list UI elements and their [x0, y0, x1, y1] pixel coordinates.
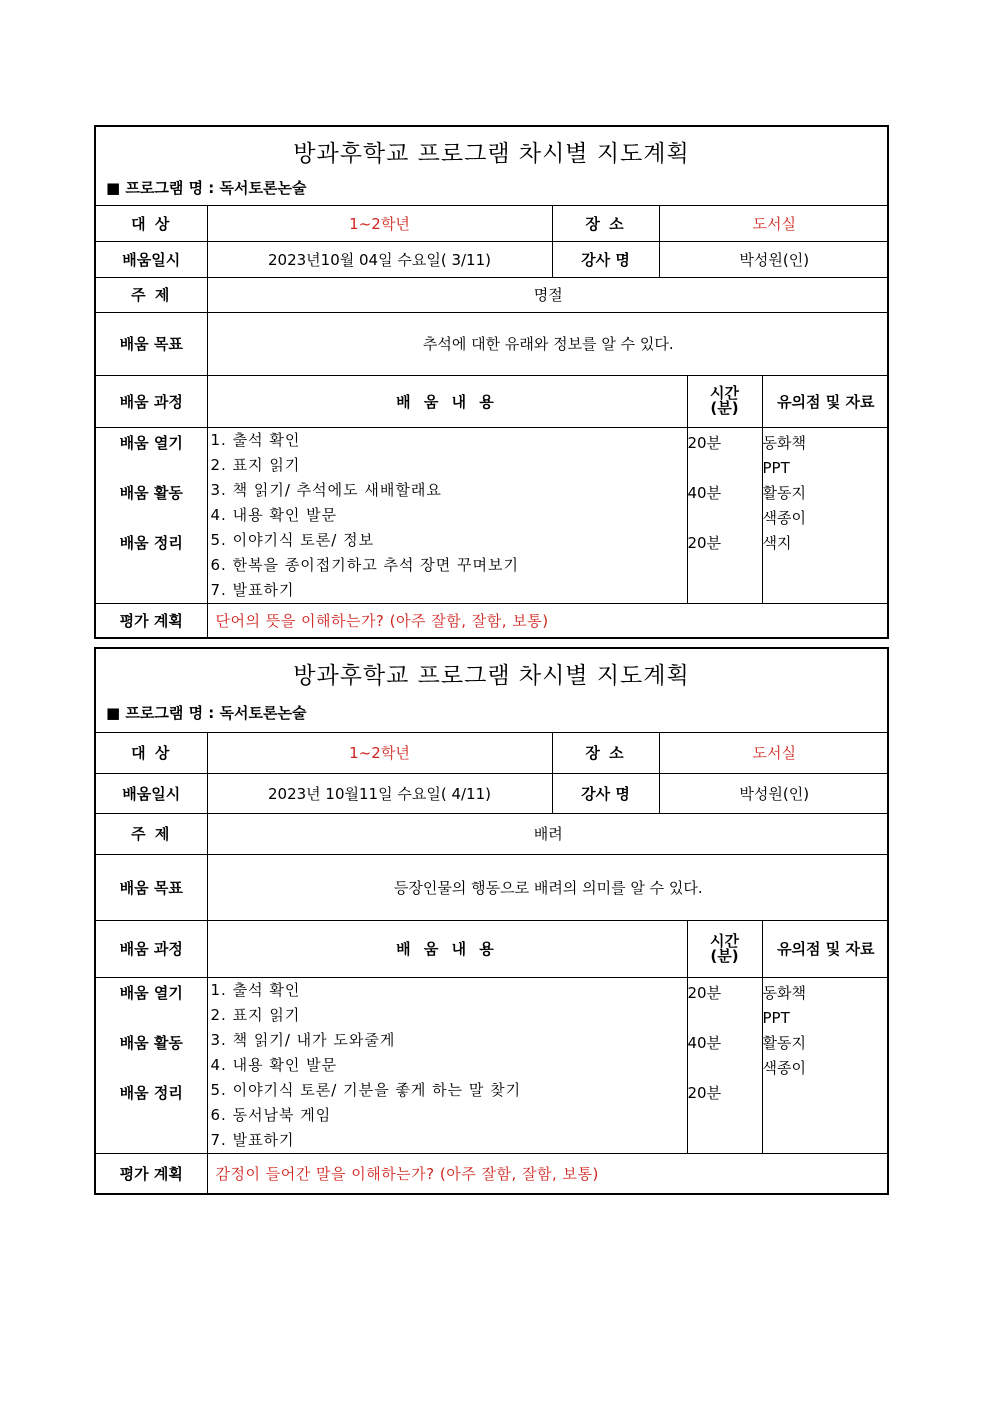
materials-column	[762, 427, 889, 603]
place-label: 장 소	[552, 206, 659, 241]
plan-title: 방과후학교 프로그램 차시별 지도계획	[293, 141, 690, 167]
steps-column	[207, 977, 687, 1153]
material-item: 활동지	[762, 1033, 806, 1052]
target-label: 대 상	[96, 733, 207, 773]
stage-column	[96, 977, 207, 1153]
time-label	[687, 375, 762, 427]
topic-label: 주 제	[96, 813, 207, 854]
topic-value: 명절	[207, 277, 889, 312]
target-label: 대 상	[96, 206, 207, 241]
stage-item: 배움 정리	[119, 1083, 183, 1102]
steps-column	[207, 427, 687, 603]
material-item: 동화책	[762, 433, 806, 452]
date-label: 배움일시	[96, 241, 207, 277]
step-item: 7. 발표하기	[210, 580, 295, 599]
step-item: 4. 내용 확인 발문	[210, 1055, 338, 1074]
step-item: 2. 표지 읽기	[210, 455, 301, 474]
target-value: 1~2학년	[207, 206, 552, 241]
step-item: 6. 한복을 종이접기하고 추석 장면 꾸며보기	[210, 555, 519, 574]
materials-column	[762, 977, 889, 1153]
step-item: 7. 발표하기	[210, 1130, 295, 1149]
material-item: PPT	[762, 458, 790, 477]
step-item: 1. 출석 확인	[210, 430, 301, 449]
place-value: 도서실	[659, 733, 889, 773]
step-item: 4. 내용 확인 발문	[210, 505, 338, 524]
goal-value: 등장인물의 행동으로 배려의 의미를 알 수 있다.	[207, 854, 889, 920]
teacher-label: 강사 명	[552, 241, 659, 277]
date-value: 2023년10월 04일 수요일( 3/11)	[207, 241, 552, 277]
goal-label: 배움 목표	[96, 312, 207, 375]
plan-sheet-2	[94, 647, 889, 1195]
time-label-line1: 시간	[710, 384, 739, 402]
step-item: 1. 출석 확인	[210, 980, 301, 999]
time-label-line2: (분)	[710, 399, 739, 417]
step-item: 2. 표지 읽기	[210, 1005, 301, 1024]
stage-item: 배움 열기	[119, 433, 183, 452]
step-item: 3. 책 읽기/ 내가 도와줄게	[210, 1030, 396, 1049]
place-label: 장 소	[552, 733, 659, 773]
time-item: 20분	[687, 983, 722, 1002]
stage-item: 배움 활동	[119, 483, 183, 502]
time-item: 40분	[687, 1033, 722, 1052]
date-value: 2023년 10월11일 수요일( 4/11)	[207, 773, 552, 813]
content-label: 배 움 내 용	[207, 920, 687, 977]
plan-table	[96, 733, 889, 1193]
eval-value: 감정이 들어간 말을 이해하는가? (아주 잘함, 잘함, 보통)	[207, 1153, 889, 1193]
time-item: 20분	[687, 533, 722, 552]
time-label-line1: 시간	[710, 931, 739, 950]
time-item: 20분	[687, 1083, 722, 1102]
topic-value: 배려	[207, 813, 889, 854]
plan-title: 방과후학교 프로그램 차시별 지도계획	[293, 663, 690, 689]
topic-label: 주 제	[96, 277, 207, 312]
plan-header	[96, 649, 887, 733]
material-item: 색지	[762, 533, 792, 552]
material-item: 활동지	[762, 483, 806, 502]
notes-label: 유의점 및 자료	[762, 920, 889, 977]
step-item: 3. 책 읽기/ 추석에도 새배할래요	[210, 480, 442, 499]
times-column	[687, 977, 762, 1153]
time-item: 20분	[687, 433, 722, 452]
material-item: 색종이	[762, 1058, 806, 1077]
plan-header	[96, 127, 887, 206]
stage-item: 배움 활동	[119, 1033, 183, 1052]
program-name: ■ 프로그램 명 : 독서토론논술	[106, 179, 307, 197]
step-item: 5. 이야기식 토론/ 정보	[210, 530, 375, 549]
process-label: 배움 과정	[96, 920, 207, 977]
goal-value: 추석에 대한 유래와 정보를 알 수 있다.	[207, 312, 889, 375]
eval-label: 평가 계획	[96, 603, 207, 637]
target-value: 1~2학년	[207, 733, 552, 773]
goal-label: 배움 목표	[96, 854, 207, 920]
time-item: 40분	[687, 483, 722, 502]
process-label: 배움 과정	[96, 375, 207, 427]
times-column	[687, 427, 762, 603]
eval-value: 단어의 뜻을 이해하는가? (아주 잘함, 잘함, 보통)	[207, 603, 889, 637]
teacher-value: 박성원(인)	[659, 241, 889, 277]
place-value: 도서실	[659, 206, 889, 241]
material-item: 동화책	[762, 983, 806, 1002]
notes-label: 유의점 및 자료	[762, 375, 889, 427]
stage-item: 배움 정리	[119, 533, 183, 552]
stage-item: 배움 열기	[119, 983, 183, 1002]
stage-column	[96, 427, 207, 603]
step-item: 5. 이야기식 토론/ 기분을 좋게 하는 말 찾기	[210, 1080, 522, 1099]
eval-label: 평가 계획	[96, 1153, 207, 1193]
material-item: PPT	[762, 1008, 790, 1027]
plan-sheet-1	[94, 125, 889, 639]
time-label	[687, 920, 762, 977]
teacher-label: 강사 명	[552, 773, 659, 813]
step-item: 6. 동서남북 게임	[210, 1105, 332, 1124]
plan-table	[96, 206, 889, 637]
date-label: 배움일시	[96, 773, 207, 813]
content-label: 배 움 내 용	[207, 375, 687, 427]
time-label-line2: (분)	[710, 946, 739, 965]
teacher-value: 박성원(인)	[659, 773, 889, 813]
material-item: 색종이	[762, 508, 806, 527]
program-name: ■ 프로그램 명 : 독서토론논술	[106, 704, 307, 722]
